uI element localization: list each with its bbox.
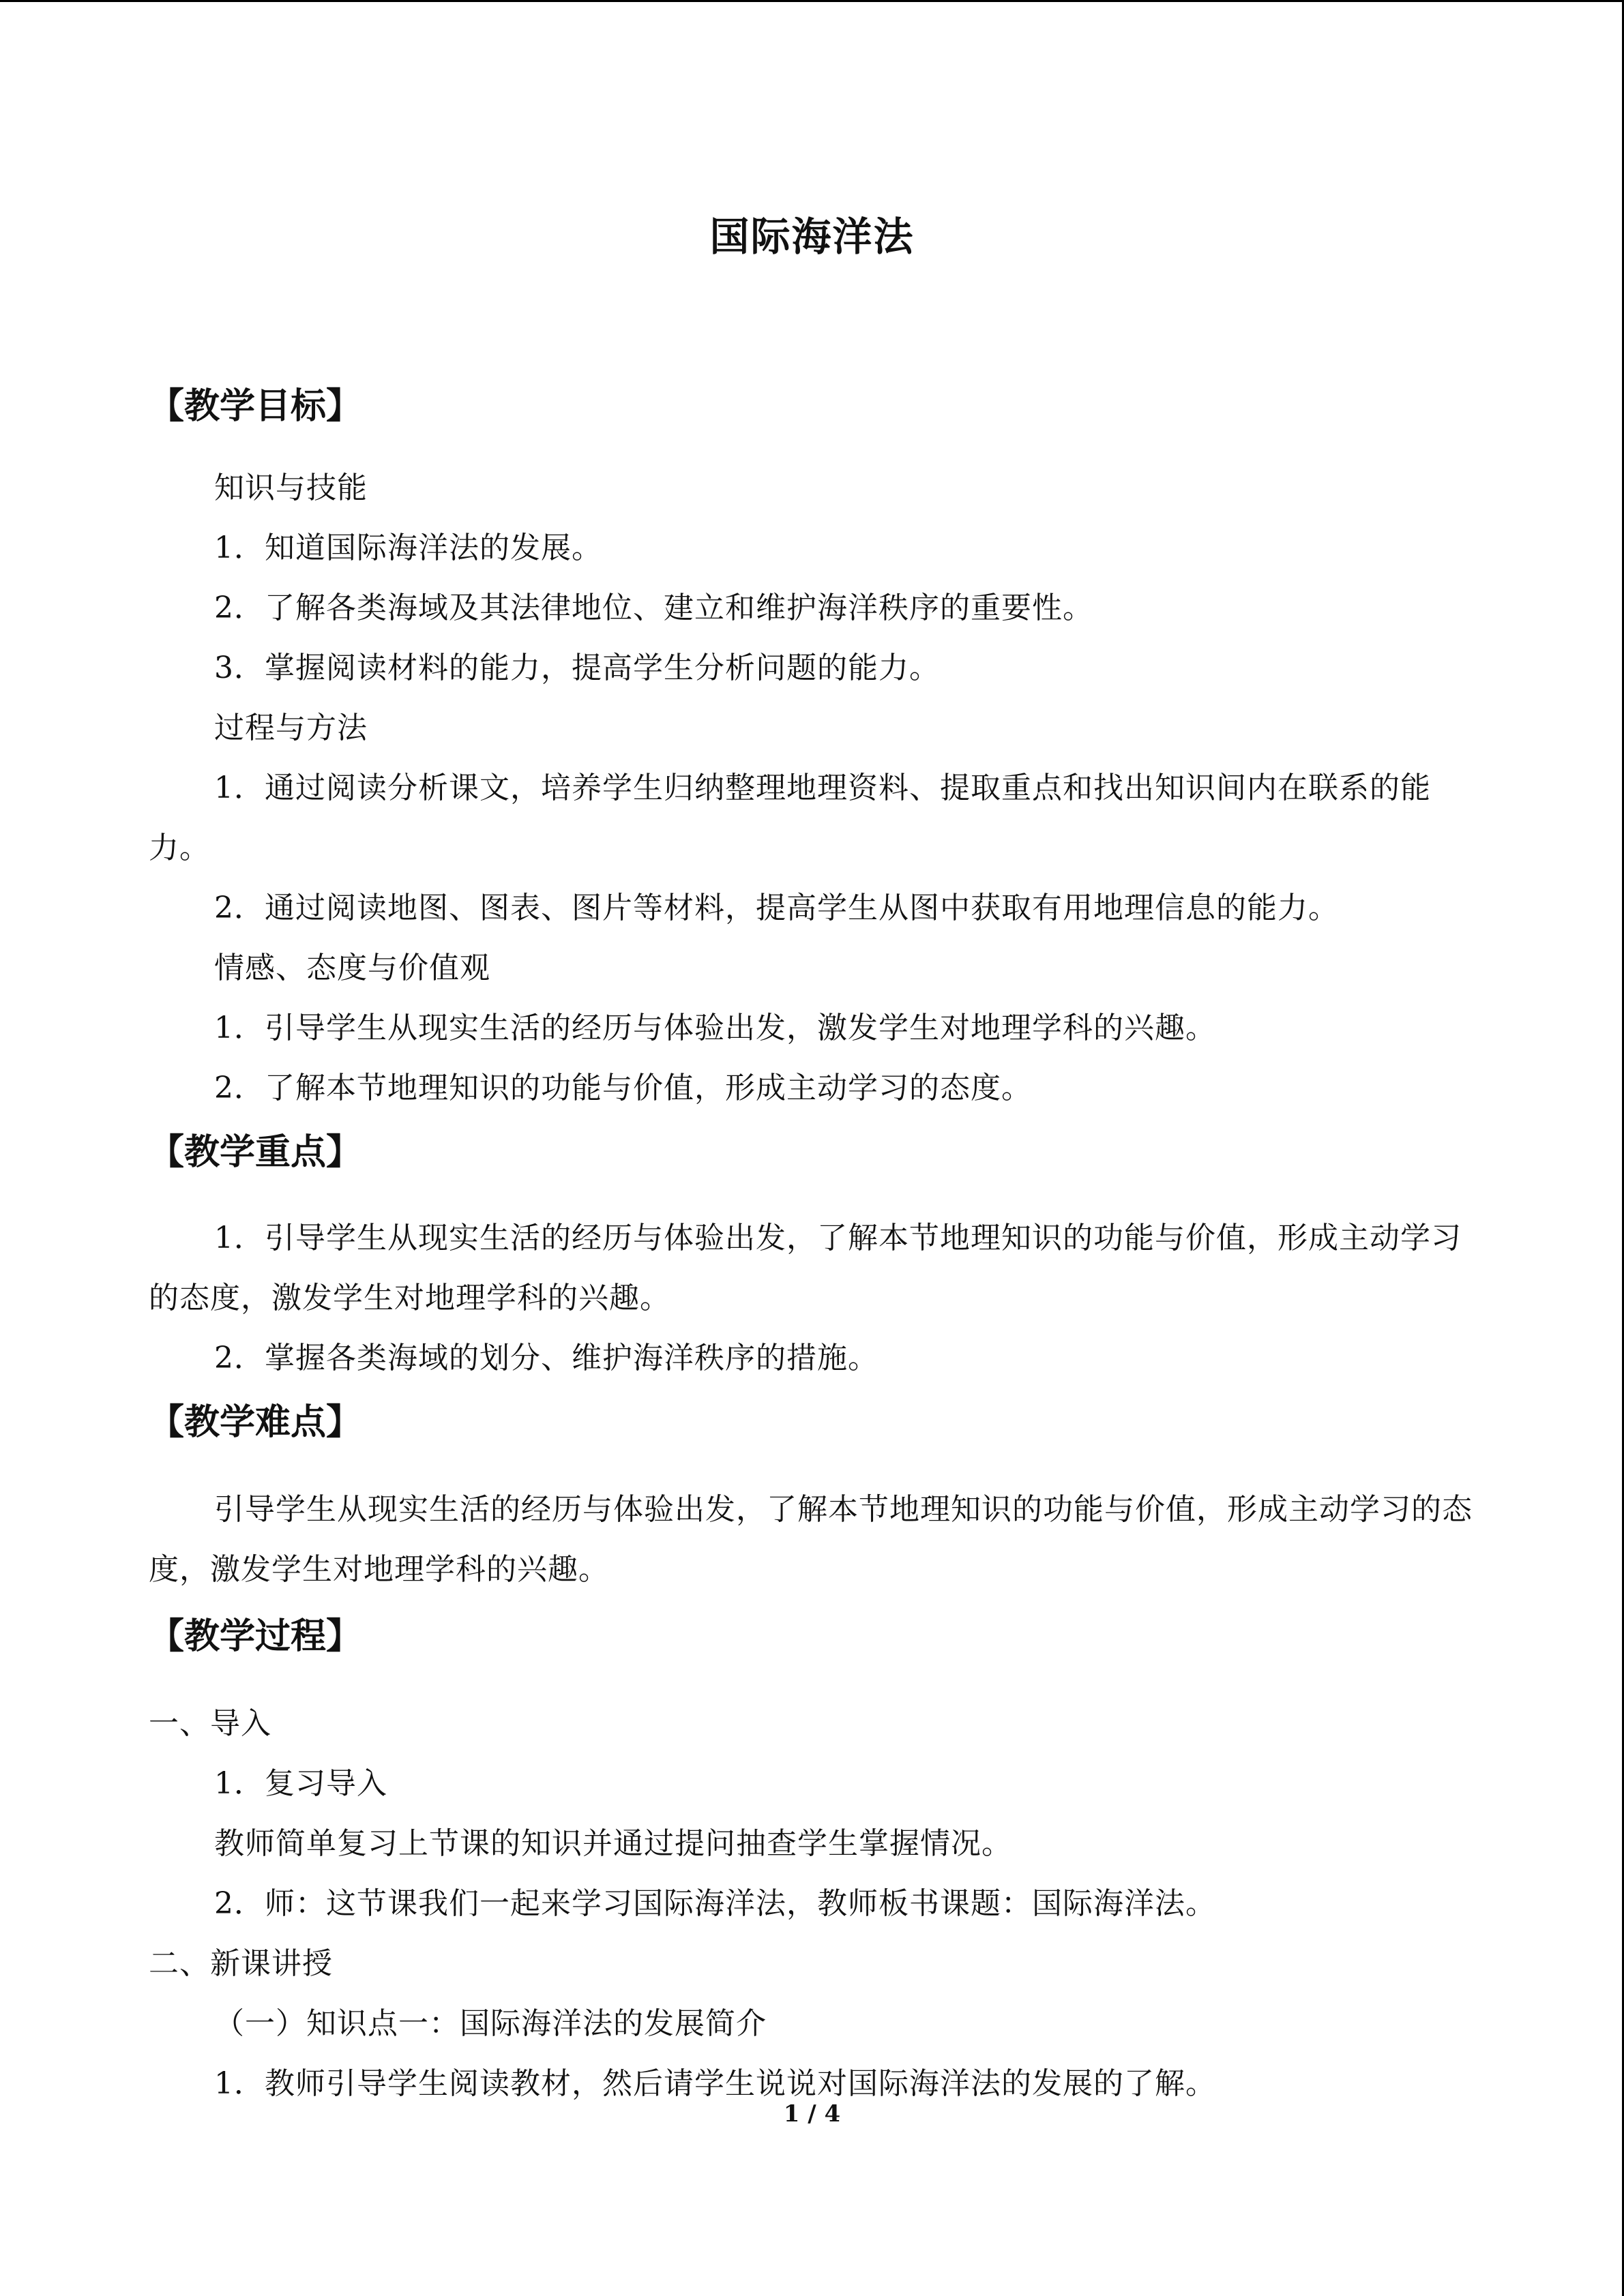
document-body xyxy=(149,382,1479,2114)
process-step: 2．师：这节课我们一起来学习国际海洋法，教师板书课题：国际海洋法。 xyxy=(214,1886,1216,1921)
process-step-text: 教师简单复习上节课的知识并通过提问抽查学生掌握情况。 xyxy=(214,1826,1012,1861)
difficult-point-text: 引导学生从现实生活的经历与体验出发，了解本节地理知识的功能与价值，形成主动学习的态度，激发学生对地理学科的兴趣。 xyxy=(149,1492,1473,1587)
objective-item: 2．了解各类海域及其法律地位、建立和维护海洋秩序的重要性。 xyxy=(214,591,1093,625)
objective-item: 1．引导学生从现实生活的经历与体验出发，激发学生对地理学科的兴趣。 xyxy=(214,1011,1216,1045)
key-point-item: 2．掌握各类海域的划分、维护海洋秩序的措施。 xyxy=(214,1341,879,1375)
section-heading-process: 【教学过程】 xyxy=(149,1615,362,1657)
subsection-label-process: 过程与方法 xyxy=(214,711,368,745)
key-point-item: 1．引导学生从现实生活的经历与体验出发，了解本节地理知识的功能与价值，形成主动学习的态度，激发学生对地理学科的兴趣。 xyxy=(149,1221,1462,1315)
section-heading-difficult-points: 【教学难点】 xyxy=(149,1401,362,1443)
objective-item: 2．了解本节地理知识的功能与价值，形成主动学习的态度。 xyxy=(214,1071,1032,1105)
objective-item: 2．通过阅读地图、图表、图片等材料，提高学生从图中获取有用地理信息的能力。 xyxy=(214,891,1339,925)
document-title: 国际海洋法 xyxy=(709,213,915,260)
section-heading-key-points: 【教学重点】 xyxy=(149,1131,362,1173)
page-number: 1 / 4 xyxy=(783,2100,841,2128)
subsection-label-emotion: 情感、态度与价值观 xyxy=(214,951,490,985)
subsection-label-knowledge: 知识与技能 xyxy=(214,471,368,505)
process-step: 1．复习导入 xyxy=(214,1766,387,1801)
objective-item: 3．掌握阅读材料的能力，提高学生分析问题的能力。 xyxy=(214,651,940,685)
section-heading-objectives: 【教学目标】 xyxy=(149,385,362,427)
page-border-top xyxy=(0,0,1624,2)
process-intro-label: 一、导入 xyxy=(149,1706,271,1741)
objective-item: 1．通过阅读分析课文，培养学生归纳整理地理资料、提取重点和找出知识间内在联系的能力。 xyxy=(149,771,1431,865)
objective-item: 1．知道国际海洋法的发展。 xyxy=(214,531,602,565)
knowledge-point-label: （一）知识点一：国际海洋法的发展简介 xyxy=(214,2006,767,2041)
process-step: 1．教师引导学生阅读教材，然后请学生说说对国际海洋法的发展的了解。 xyxy=(214,2066,1216,2101)
process-new-label: 二、新课讲授 xyxy=(149,1946,333,1981)
